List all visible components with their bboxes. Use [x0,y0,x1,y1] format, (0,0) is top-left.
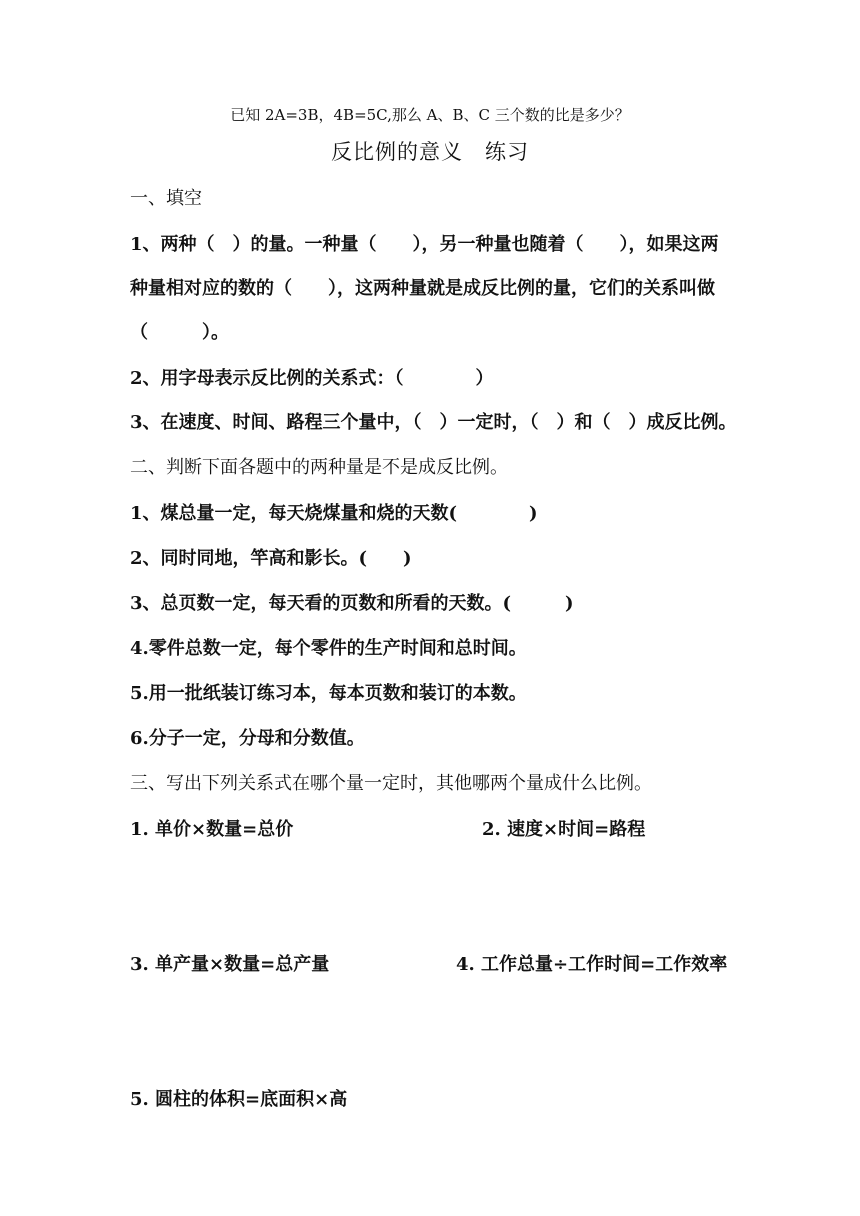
s1-q3: 3、在速度、时间、路程三个量中，（ ）一定时，（ ）和（ ）成反比例。 [130,412,737,433]
s2-item-2: 2、同时同地，竿高和影长。( ) [130,548,412,569]
s1-q1-line2: 种量相对应的数的（ ），这两种量就是成反比例的量，它们的关系叫做 [130,278,715,299]
header-note: 已知 2A=3B，4B=5C,那么 A、B、C 三个数的比是多少？ [230,106,630,124]
s3-item-4: 4. 工作总量÷工作时间=工作效率 [456,954,728,975]
s2-item-6: 6.分子一定，分母和分数值。 [130,728,365,749]
page-title: 反比例的意义 练习 [331,140,529,164]
section2-heading: 二、判断下面各题中的两种量是不是成反比例。 [130,457,508,478]
s3-item-1: 1. 单价×数量=总价 [130,819,294,840]
s1-q1-line1: 1、两种（ ）的量。一种量（ ），另一种量也随着（ ），如果这两 [130,234,719,255]
s1-q1-line3: （ ）。 [130,322,229,343]
s3-item-2: 2. 速度×时间=路程 [482,819,646,840]
s2-item-3: 3、总页数一定，每天看的页数和所看的天数。( ) [130,593,574,614]
s3-item-3: 3. 单产量×数量=总产量 [130,954,330,975]
section1-heading: 一、填空 [130,188,202,209]
s1-q2: 2、用字母表示反比例的关系式：（ ） [130,368,494,389]
s2-item-1: 1、煤总量一定，每天烧煤量和烧的天数( ) [130,503,538,524]
s3-item-5: 5. 圆柱的体积=底面积×高 [130,1089,348,1110]
s2-item-5: 5.用一批纸装订练习本，每本页数和装订的本数。 [130,683,527,704]
s2-item-4: 4.零件总数一定，每个零件的生产时间和总时间。 [130,638,527,659]
section3-heading: 三、写出下列关系式在哪个量一定时，其他哪两个量成什么比例。 [130,773,652,794]
